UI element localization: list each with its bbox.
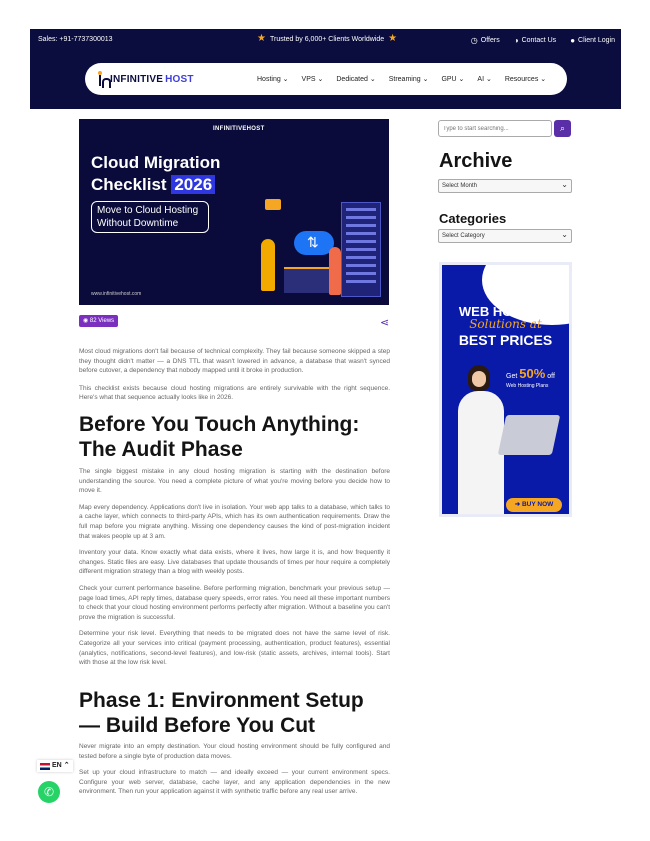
hero-title bbox=[91, 152, 266, 196]
trusted-text: Trusted by 6,000+ Clients Worldwide bbox=[269, 35, 385, 43]
server-rack-icon bbox=[341, 202, 381, 297]
illustration-person bbox=[261, 239, 275, 291]
paragraph: Inventory your data. Know exactly what data exists, where it lives, how large it is, and how frequently it changes. Static files are easy. Live databases that update thousands of times per hour require a completely different migration strategy than a blog with weekly posts. bbox=[79, 549, 390, 576]
article-phase1-section bbox=[79, 742, 390, 797]
article-intro bbox=[79, 347, 390, 403]
logo-icon bbox=[98, 72, 108, 86]
categories-title: Categories bbox=[439, 211, 507, 226]
whatsapp-chat-button[interactable] bbox=[38, 781, 60, 803]
nav-item-hosting[interactable]: Hosting ⌄ bbox=[257, 75, 289, 83]
hero-title-line2: Checklist bbox=[91, 175, 167, 194]
views-badge bbox=[79, 315, 118, 327]
cloud-upload-icon bbox=[294, 231, 334, 255]
folder-icon bbox=[265, 199, 281, 210]
ad-line3: BEST PRICES bbox=[458, 332, 553, 348]
heading-phase-1: Phase 1: Environment Setup — Build Before You Cut bbox=[79, 689, 364, 737]
client-login-label: Client Login bbox=[578, 37, 615, 44]
hero-year: 2026 bbox=[171, 175, 215, 194]
hero-brand: INFINITIVEHOST bbox=[213, 126, 265, 132]
topbar bbox=[30, 29, 621, 51]
ad-line1: WEB HOSTING bbox=[458, 304, 553, 319]
paragraph: Most cloud migrations don't fail because of technical complexity. They fail because someone skipped a step they thought didn't matter — a DNS TTL that wasn't lowered in advance, a database that wasn't synced before cutover, a dependency that nobody mapped until it broke in production. bbox=[79, 348, 390, 375]
ad-offer-prefix: Get bbox=[506, 373, 518, 380]
trusted-banner bbox=[257, 34, 397, 44]
ad-offer-suffix: off bbox=[547, 373, 555, 380]
buy-now-button[interactable] bbox=[506, 498, 562, 512]
article-audit-section bbox=[79, 467, 390, 668]
client-login-link[interactable] bbox=[570, 36, 615, 45]
sales-phone-link[interactable]: Sales: +91-7737300013 bbox=[38, 36, 113, 43]
nav-item-ai[interactable]: AI ⌄ bbox=[477, 75, 491, 83]
offers-label: Offers bbox=[480, 37, 500, 44]
logo-text-host: HOST bbox=[165, 73, 194, 85]
hero-subtitle: Move to Cloud Hosting Without Downtime bbox=[91, 201, 209, 233]
paragraph: Set up your cloud infrastructure to match — and ideally exceed — your current environment specs. Configure your web server, database, cache layer, and any application dependencies in the new environment. Then run your application against it with synthetic traffic before any real user arrive. bbox=[79, 769, 390, 796]
share-icon[interactable]: ⋖ bbox=[380, 317, 390, 329]
nav-menu bbox=[257, 75, 546, 83]
buy-now-label: BUY NOW bbox=[521, 501, 554, 508]
whatsapp-icon: ✆ bbox=[43, 785, 55, 799]
ad-offer bbox=[506, 366, 555, 381]
chevron-up-icon: ⌃ bbox=[63, 762, 70, 769]
featured-image bbox=[79, 119, 389, 305]
topbar-links bbox=[471, 36, 615, 45]
star-icon: ★ bbox=[257, 33, 266, 44]
archive-select[interactable]: Select Month ⌄ bbox=[438, 179, 572, 193]
search-input[interactable] bbox=[438, 120, 552, 137]
search-button[interactable] bbox=[554, 120, 571, 137]
paragraph: Determine your risk level. Everything that needs to be migrated does not have the same level of risk. Categorize all your services into critical (payment processing, authentication, product features), essential (analytics, notifications, second-level features), and low-risk (static assets, archives, internal tools). Start with those at the low risk level. bbox=[79, 630, 390, 667]
star-icon: ★ bbox=[388, 33, 398, 44]
logo-text-infinitive: INFINITIVE bbox=[110, 73, 164, 85]
contact-link[interactable] bbox=[514, 36, 556, 45]
ad-offer-percent: 50% bbox=[519, 366, 546, 381]
eye-icon: ◉ bbox=[83, 318, 89, 324]
paragraph: Never migrate into an empty destination. Your cloud hosting environment should be fully configured and tested before a single byte of production data moves. bbox=[79, 743, 390, 760]
paragraph: This checklist exists because cloud hosting migrations are entirely survivable with the right sequence. Here's what that sequence actually looks like in 2026. bbox=[79, 384, 390, 402]
paragraph: The single biggest mistake in any cloud hosting migration is starting with the destination before understanding the source. You need a complete picture of what you're moving before you decide how to move it. bbox=[79, 468, 390, 495]
hero-title-line1: Cloud Migration bbox=[91, 153, 221, 172]
nav-item-dedicated[interactable]: Dedicated ⌄ bbox=[336, 75, 375, 83]
search-icon: ⌕ bbox=[559, 123, 566, 133]
site-header bbox=[30, 29, 621, 109]
clock-icon: ◷ bbox=[470, 36, 478, 45]
nav-item-vps[interactable]: VPS ⌄ bbox=[302, 75, 324, 83]
paragraph: Check your current performance baseline. Before performing migration, benchmark your previous setup — page load times, API reply times, database query speeds, error rates. You need all these important numbers to check that your cloud hosting environment performs perfectly after migration. Without a baseline you can't prove the migration is successful. bbox=[79, 584, 390, 621]
headset-icon: ◑ bbox=[513, 36, 519, 45]
language-switcher[interactable] bbox=[37, 760, 73, 772]
offers-link[interactable] bbox=[471, 36, 500, 45]
archive-title: Archive bbox=[439, 150, 513, 172]
uk-flag-icon bbox=[40, 763, 50, 770]
ad-model-image bbox=[454, 365, 506, 515]
paragraph: Map every dependency. Applications don't live in isolation. Your web app talks to a database, which talks to a cache layer, which connects to third-party APIs, which has its own authentication requirements. Draw the full map before you migrate anything. Missing one dependency causes the kind of post-migration incident that wakes people up at 3 am. bbox=[79, 503, 390, 540]
views-count: 82 Views bbox=[89, 318, 115, 324]
sidebar-search bbox=[438, 120, 571, 137]
ad-offer-sub: Web Hosting Plans bbox=[506, 383, 549, 389]
logo[interactable] bbox=[98, 72, 194, 86]
language-code: EN bbox=[52, 762, 62, 769]
nav-item-gpu[interactable]: GPU ⌄ bbox=[441, 75, 464, 83]
illustration-person bbox=[329, 247, 341, 295]
ad-laptop-image bbox=[498, 415, 561, 455]
nav-item-streaming[interactable]: Streaming ⌄ bbox=[389, 75, 429, 83]
arrow-icon: ➜ bbox=[514, 501, 521, 508]
main-nav bbox=[85, 63, 567, 95]
nav-item-resources[interactable]: Resources ⌄ bbox=[505, 75, 546, 83]
hero-url: www.infinitivehost.com bbox=[91, 291, 142, 297]
heading-audit-phase: Before You Touch Anything: The Audit Phase bbox=[79, 413, 360, 461]
categories-select[interactable]: Select Category ⌄ bbox=[438, 229, 572, 243]
web-hosting-ad-banner[interactable] bbox=[439, 262, 572, 517]
ad-line2: Solutions at bbox=[469, 317, 542, 331]
illustration-laptop bbox=[284, 267, 334, 293]
user-icon: ● bbox=[570, 36, 576, 45]
contact-label: Contact Us bbox=[521, 37, 557, 44]
